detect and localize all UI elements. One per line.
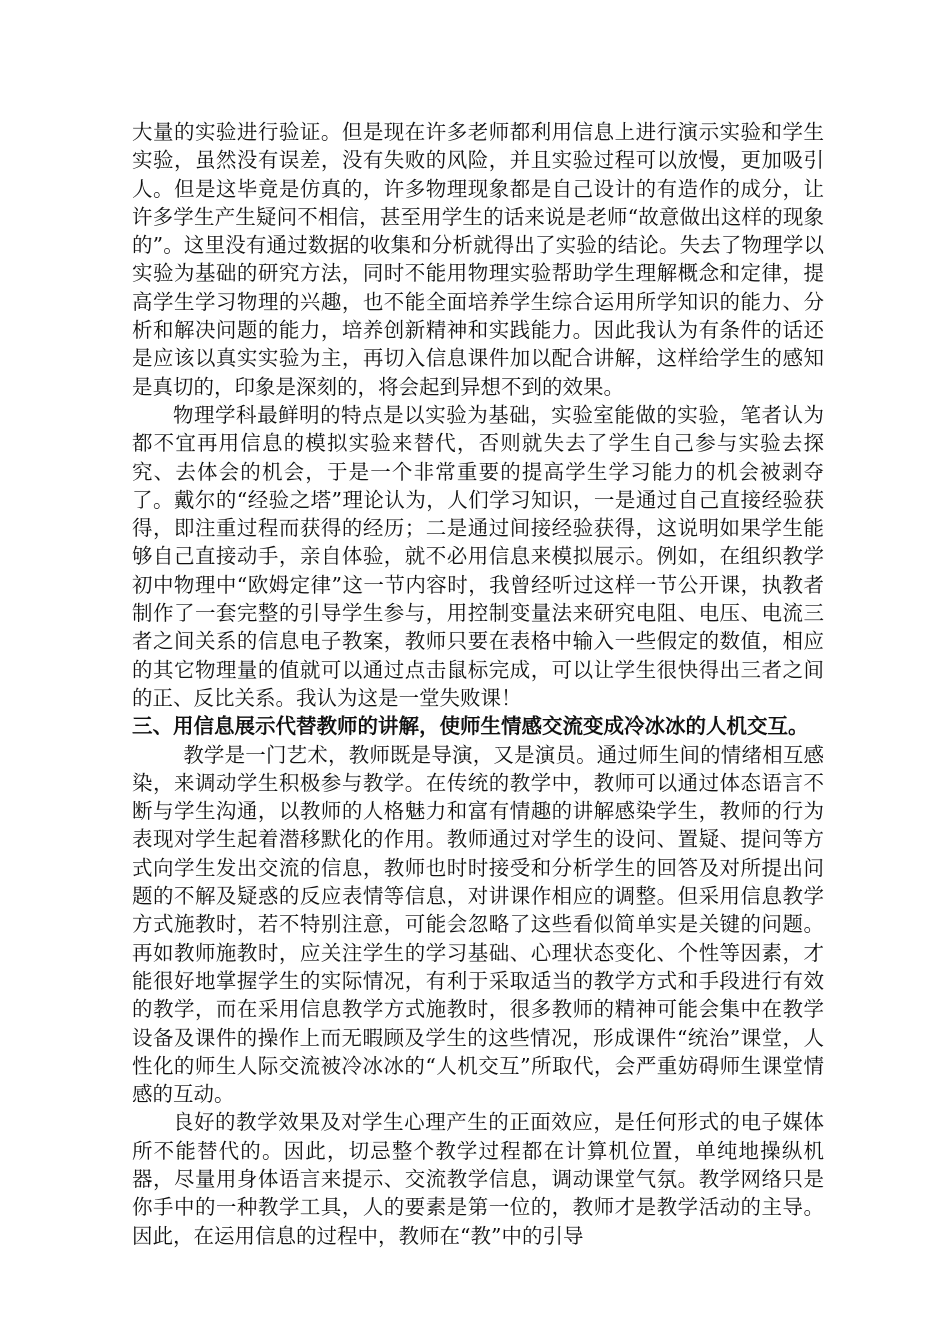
- paragraph-teaching-art: 教学是一门艺术，教师既是导演，又是演员。通过师生间的情绪相互感染，来调动学生积极参与教学。在传统的教学中，教师可以通过体态语言不断与学生沟通，以教师的人格魅力和富有情趣的讲解感染学生，教师的行为表现对学生起着潜移默化的作用。教师通过对学生的设问、置疑、提问等方式向学生发出交流的信息，教师也时时接受和分析学生的回答及对所提出问题的不解及疑惑的反应表情等信息，对讲课作相应的调整。但采用信息教学方式施教时，若不特别注意，可能会忽略了这些看似简单实是关键的问题。再如教师施教时，应关注学生的学习基础、心理状态变化、个性等因素，才能很好地掌握学生的实际情况，有利于采取适当的教学方式和手段进行有效的教学，而在采用信息教学方式施教时，很多教师的精神可能会集中在教学设备及课件的操作上而无暇顾及学生的这些情况，形成课件“统治”课堂，人性化的师生人际交流被冷冰冰的“人机交互”所取代，会严重妨碍师生课堂情感的互动。: [132, 742, 824, 1107]
- document-page: [132, 118, 824, 1250]
- paragraph-teaching-effect: 良好的教学效果及对学生心理产生的正面效应，是任何形式的电子媒体所不能替代的。因此，切忌整个教学过程都在计算机位置，单纯地操纵机器，尽量用身体语言来提示、交流教学信息，调动课堂气氛。教学网络只是你手中的一种教学工具，人的要素是第一位的，教师才是教学活动的主导。因此，在运用信息的过程中，教师在“教”中的引导: [132, 1110, 824, 1248]
- section-heading-three: 三、用信息展示代替教师的讲解，使师生情感交流变成冷冰冰的人机交互。: [132, 714, 809, 739]
- paragraph-experiment-verification: 大量的实验进行验证。但是现在许多老师都利用信息上进行演示实验和学生实验，虽然没有误差，没有失败的风险，并且实验过程可以放慢，更加吸引人。但是这毕竟是仿真的，许多物理现象都是自己设计的有造作的成分，让许多学生产生疑问不相信，甚至用学生的话来说是老师“故意做出这样的现象的”。这里没有通过数据的收集和分析就得出了实验的结论。失去了物理学以实验为基础的研究方法，同时不能用物理实验帮助学生理解概念和定律，提高学生学习物理的兴趣，也不能全面培养学生综合运用所学知识的能力、分析和解决问题的能力，培养创新精神和实践能力。因此我认为有条件的话还是应该以真实实验为主，再切入信息课件加以配合讲解，这样给学生的感知是真切的，印象是深刻的，将会起到异想不到的效果。: [132, 120, 824, 399]
- paragraph-physics-experiment: 物理学科最鲜明的特点是以实验为基础，实验室能做的实验，笔者认为都不宜再用信息的模拟实验来替代，否则就失去了学生自己参与实验去探究、去体会的机会，于是一个非常重要的提高学生学习能力的机会被剥夺了。戴尔的“经验之塔”理论认为，人们学习知识，一是通过自己直接经验获得，即注重过程而获得的经历；二是通过间接经验获得，这说明如果学生能够自己直接动手，亲自体验，就不必用信息来模拟展示。例如，在组织教学初中物理中“欧姆定律”这一节内容时，我曾经听过这样一节公开课，执教者制作了一套完整的引导学生参与，用控制变量法来研究电阻、电压、电流三者之间关系的信息电子教案，教师只要在表格中输入一些假定的数值，相应的其它物理量的值就可以通过点击鼠标完成，可以让学生很快得出三者之间的正、反比关系。我认为这是一堂失败课！: [132, 402, 824, 710]
